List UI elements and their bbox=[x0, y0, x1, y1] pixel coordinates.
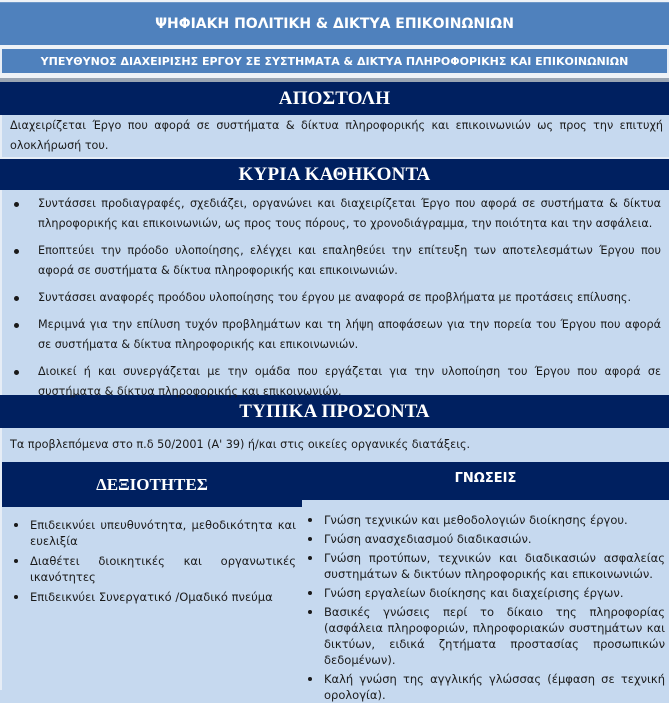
knowledge-title: ΓΝΩΣΕΙΣ bbox=[454, 471, 517, 486]
knowledge-header bbox=[302, 462, 669, 500]
qualifications-title: ΤΥΠΙΚΑ ΠΡΟΣΟΝΤΑ bbox=[239, 400, 430, 422]
mission-header bbox=[0, 82, 669, 115]
knowledge-item: Καλή γνώση της αγγλικής γλώσσας (έμφαση σε τεχνική ορολογία). bbox=[302, 671, 665, 703]
knowledge-item: Γνώση προτύπων, τεχνικών και διαδικασιών ασφαλείας συστημάτων & δικτύων πληροφορικής και επικοινωνιών. bbox=[302, 550, 665, 582]
department-banner bbox=[0, 2, 669, 45]
duties-panel bbox=[0, 190, 669, 398]
knowledge-list bbox=[302, 500, 669, 703]
knowledge-item: Βασικές γνώσεις περί το δίκαιο της πληροφορίας (ασφάλεια πληροφοριών, πληροφοριακών συστημάτων και δικτύων, ειδικά ζητήματα προστασίας προσωπικών δεδομένων). bbox=[302, 604, 665, 668]
knowledge-column bbox=[302, 462, 669, 702]
skills-header bbox=[2, 462, 302, 507]
duties-list bbox=[2, 190, 669, 411]
skills-column bbox=[2, 462, 302, 690]
knowledge-item: Γνώση ανασχεδιασμού διαδικασιών. bbox=[302, 531, 665, 547]
skills-knowledge-section bbox=[0, 462, 669, 702]
qualifications-text: Τα προβλεπόμενα στο π.δ 50/2001 (Α' 39) ή/και στις οικείες οργανικές διατάξεις. bbox=[10, 438, 471, 451]
divider bbox=[0, 73, 669, 82]
knowledge-item: Γνώση τεχνικών και μεθοδολογιών διοίκησης έργου. bbox=[302, 512, 665, 528]
duties-title: ΚΥΡΙΑ ΚΑΘΗΚΟΝΤΑ bbox=[238, 163, 431, 185]
duty-item: Συντάσσει αναφορές προόδου υλοποίησης του έργου με αναφορά σε προβλήματα με προτάσεις επίλυσης. bbox=[2, 288, 661, 308]
skill-item: Επιδεικνύει υπευθυνότητα, μεθοδικότητα και ευελιξία bbox=[2, 517, 296, 549]
duties-header bbox=[0, 157, 669, 190]
skill-item: Διαθέτει διοικητικές και οργανωτικές ικανότητες bbox=[2, 553, 296, 585]
knowledge-item: Γνώση εργαλείων διοίκησης και διαχείρισης έργων. bbox=[302, 585, 665, 601]
header-area bbox=[0, 0, 669, 82]
duty-item: Συντάσσει προδιαγραφές, σχεδιάζει, οργανώνει και διαχειρίζεται Έργο που αφορά σε συστήματα & δίκτυα πληροφορικής και επικοινωνιών, ως προς τους πόρους, το χρονοδιάγραμμα, την ποιότητα και την ασφάλεια. bbox=[2, 194, 661, 234]
duty-item: Διοικεί ή και συνεργάζεται με την ομάδα που εργάζεται για την υλοποίηση του Έργου που αφορά σε συστήματα & δίκτυα πληροφορικής και επικοινωνιών. bbox=[2, 362, 661, 402]
skills-title: ΔΕΞΙΟΤΗΤΕΣ bbox=[96, 474, 208, 494]
position-banner bbox=[0, 49, 669, 73]
mission-title: ΑΠΟΣΤΟΛΗ bbox=[278, 87, 391, 109]
duty-item: Εποπτεύει την πρόοδο υλοποίησης, ελέγχει και επαληθεύει την επίτευξη των αποτελεσμάτων Έργου που αφορά σε συστήματα & δίκτυα πληροφορικής και επικοινωνιών. bbox=[2, 241, 661, 281]
skill-item: Επιδεικνύει Συνεργατικό /Ομαδικό πνεύμα bbox=[2, 589, 296, 605]
qualifications-panel bbox=[0, 428, 669, 462]
department-title: ΨΗΦΙΑΚΗ ΠΟΛΙΤΙΚΗ & ΔΙΚΤΥΑ ΕΠΙΚΟΙΝΩΝΙΩΝ bbox=[155, 16, 514, 32]
mission-panel bbox=[0, 115, 669, 157]
position-title: ΥΠΕΥΘΥΝΟΣ ΔΙΑΧΕΙΡΙΣΗΣ ΕΡΓΟΥ ΣΕ ΣΥΣΤΗΜΑΤΑ & ΔΙΚΤΥΑ ΠΛΗΡΟΦΟΡΙΚΗΣ ΚΑΙ ΕΠΙΚΟΙΝΩΝΙΩΝ bbox=[40, 54, 629, 68]
skills-list bbox=[2, 507, 302, 605]
mission-text: Διαχειρίζεται Έργο που αφορά σε συστήματα & δίκτυα πληροφορικής και επικοινωνιών ως προς την επιτυχή ολοκλήρωσή του. bbox=[10, 119, 663, 152]
duty-item: Μεριμνά για την επίλυση τυχόν προβλημάτων και τη λήψη αποφάσεων για την πορεία του Έργου που αφορά σε συστήματα & δίκτυα πληροφορικής και επικοινωνιών. bbox=[2, 315, 661, 355]
